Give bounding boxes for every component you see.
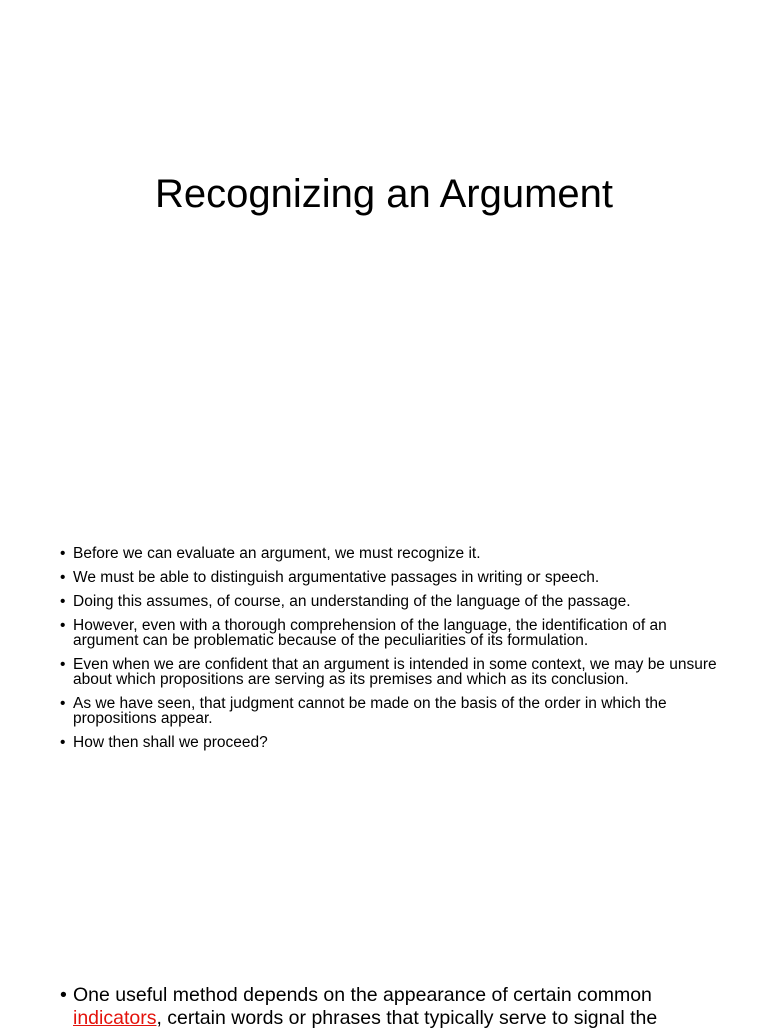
bullet-item: • We must be able to distinguish argumentative passages in writing or speech. <box>60 570 720 585</box>
bullet-item: • How then shall we proceed? <box>60 735 720 750</box>
bullet-list <box>60 546 720 759</box>
bullet-item: • As we have seen, that judgment cannot be made on the basis of the order in which the propositions appear. <box>60 696 720 726</box>
indicators-link[interactable]: indicators <box>73 1007 157 1029</box>
slide-title: Recognizing an Argument <box>154 172 614 216</box>
bullet-line-1: One useful method depends on the appearance of certain common <box>73 984 652 1006</box>
next-slide-bullets <box>60 984 760 1030</box>
bullet-item: • Even when we are confident that an argument is intended in some context, we may be unsure about which propositions are serving as its premises and which as its conclusion. <box>60 657 720 687</box>
bullet-item: • Doing this assumes, of course, an understanding of the language of the passage. <box>60 594 720 609</box>
bullet-item: • However, even with a thorough comprehension of the language, the identification of an argument can be problematic because of the peculiarities of its formulation. <box>60 618 720 648</box>
bullet-item: • Before we can evaluate an argument, we must recognize it. <box>60 546 720 561</box>
bullet-line-2: , certain words or phrases that typically serve to signal the <box>156 1007 658 1029</box>
bullet-item-indicators <box>60 984 760 1030</box>
